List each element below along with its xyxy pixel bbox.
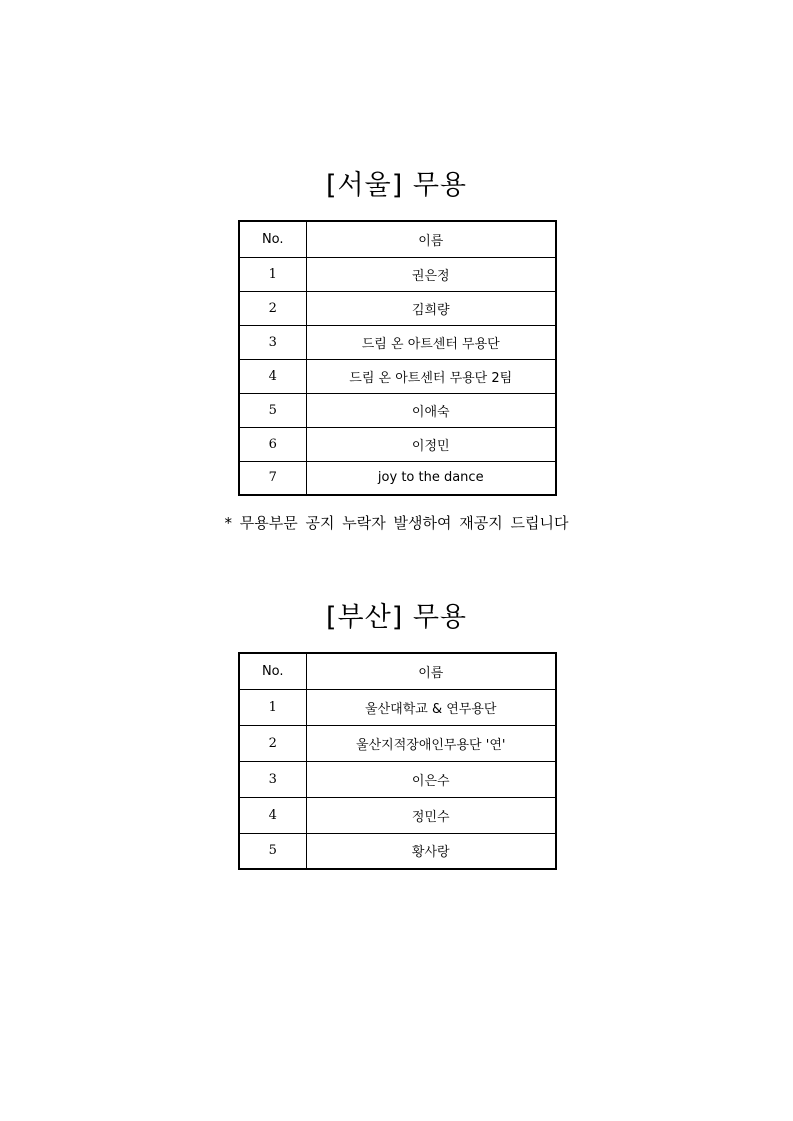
seoul-section-title: [서울] 무용: [326, 170, 467, 201]
table-row: [239, 689, 556, 725]
column-header-name: 이름: [306, 221, 556, 257]
table-row: [239, 325, 556, 359]
busan-roster-table: [238, 652, 557, 870]
row-name: 황사랑: [306, 833, 556, 869]
row-name: 울산지적장애인무용단 '연': [306, 725, 556, 761]
table-row: [239, 725, 556, 761]
table-row: [239, 291, 556, 325]
notice-text: * 무용부문 공지 누락자 발생하여 재공지 드립니다: [224, 514, 569, 532]
table-row: [239, 427, 556, 461]
row-name: 권은정: [306, 257, 556, 291]
row-name: 드림 온 아트센터 무용단 2팀: [306, 359, 556, 393]
row-number: 7: [239, 461, 306, 495]
table-row: [239, 833, 556, 869]
column-header-no: No.: [239, 653, 306, 689]
row-number: 4: [239, 797, 306, 833]
row-name: 울산대학교 & 연무용단: [306, 689, 556, 725]
row-name: 정민수: [306, 797, 556, 833]
row-name: 드림 온 아트센터 무용단: [306, 325, 556, 359]
table-header-row: [239, 221, 556, 257]
table-row: [239, 761, 556, 797]
busan-section-title: [부산] 무용: [326, 602, 467, 633]
table-row: [239, 461, 556, 495]
table-row: [239, 797, 556, 833]
row-name: 김희량: [306, 291, 556, 325]
row-number: 1: [239, 689, 306, 725]
row-number: 3: [239, 325, 306, 359]
column-header-name: 이름: [306, 653, 556, 689]
row-number: 1: [239, 257, 306, 291]
row-number: 2: [239, 725, 306, 761]
row-name: joy to the dance: [306, 461, 556, 495]
row-number: 2: [239, 291, 306, 325]
row-name: 이은수: [306, 761, 556, 797]
column-header-no: No.: [239, 221, 306, 257]
row-number: 6: [239, 427, 306, 461]
row-number: 5: [239, 393, 306, 427]
seoul-roster-table: [238, 220, 557, 496]
row-number: 5: [239, 833, 306, 869]
table-row: [239, 393, 556, 427]
row-name: 이정민: [306, 427, 556, 461]
row-number: 3: [239, 761, 306, 797]
row-number: 4: [239, 359, 306, 393]
table-header-row: [239, 653, 556, 689]
table-row: [239, 257, 556, 291]
table-row: [239, 359, 556, 393]
row-name: 이애숙: [306, 393, 556, 427]
